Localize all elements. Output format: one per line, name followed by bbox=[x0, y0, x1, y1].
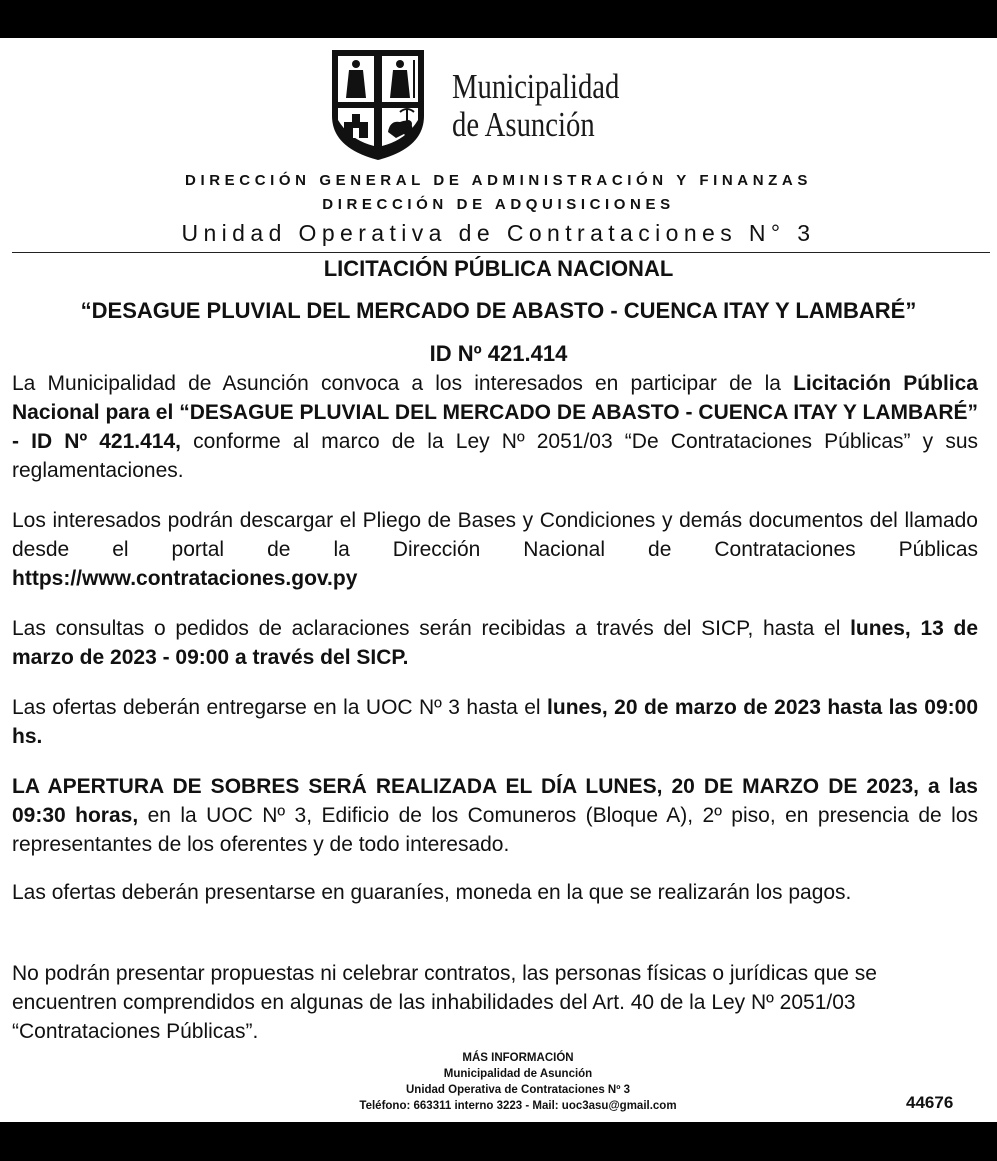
coat-of-arms-icon bbox=[330, 48, 426, 162]
p1-text-bold: Licitación Pública Nacional para el “DESAGUE PLUVIAL DEL MERCADO DE ABASTO - CUENCA ITAY Y LAMBARÉ” - ID Nº 421.414, bbox=[12, 372, 978, 453]
footer-line-2: Unidad Operativa de Contrataciones Nº 3 bbox=[405, 1084, 631, 1096]
brand-line-1: Municipalidad bbox=[452, 67, 620, 106]
publication-code: 44676 bbox=[906, 1093, 954, 1112]
bottom-border-bar bbox=[0, 1122, 997, 1161]
p1-text-c: conforme al marco de la Ley Nº 2051/03 “De Contrataciones Públicas” y sus reglamentaciones. bbox=[12, 430, 979, 482]
footer-contact: Teléfono: 663311 interno 3223 - Mail: uoc3asu@gmail.com bbox=[359, 1100, 677, 1112]
header-divider bbox=[12, 252, 990, 253]
direccion-adquisiciones: DIRECCIÓN DE ADQUISICIONES bbox=[322, 196, 675, 213]
tender-id: ID Nº 421.414 bbox=[429, 341, 568, 366]
paragraph-opening bbox=[12, 772, 978, 859]
paragraph-convocation bbox=[12, 369, 978, 485]
p3-text-bold: lunes, 13 de marzo de 2023 - 09:00 a través del SICP. bbox=[12, 617, 979, 669]
p3-text-a: Las consultas o pedidos de aclaraciones serán recibidas a través del SICP, hasta el bbox=[12, 617, 851, 640]
top-border-bar bbox=[0, 0, 997, 38]
more-info-footer bbox=[318, 1050, 718, 1114]
brand-line-2: de Asunción bbox=[452, 105, 595, 144]
paragraph-currency: Las ofertas deberán presentarse en guaraníes, moneda en la que se realizarán los pagos. bbox=[12, 881, 852, 904]
notice-title: LICITACIÓN PÚBLICA NACIONAL bbox=[323, 256, 674, 281]
paragraph-documents bbox=[12, 506, 978, 593]
unidad-operativa: Unidad Operativa de Contrataciones N° 3 bbox=[181, 220, 816, 246]
p4-text-bold: lunes, 20 de marzo de 2023 hasta las 09:00 hs. bbox=[12, 696, 979, 748]
paragraph-restrictions: No podrán presentar propuestas ni celebrar contratos, las personas físicas o jurídicas que se encuentren comprendidos en algunas de las inhabilidades del Art. 40 de la Ley Nº 2051/03 “Contrataciones Públicas”. bbox=[12, 962, 877, 1043]
portal-link[interactable]: https://www.contrataciones.gov.py bbox=[12, 567, 358, 590]
p5-text-b: en la UOC Nº 3, Edificio de los Comuneros (Bloque A), 2º piso, en presencia de los representantes de los oferentes y de todo interesado. bbox=[12, 804, 978, 856]
p1-text-a: La Municipalidad de Asunción convoca a los interesados en participar de la bbox=[12, 372, 794, 395]
letterhead bbox=[0, 44, 997, 164]
paragraph-offers-delivery bbox=[12, 693, 978, 751]
direccion-general: DIRECCIÓN GENERAL DE ADMINISTRACIÓN Y FINANZAS bbox=[185, 172, 812, 189]
p4-text-a: Las ofertas deberán entregarse en la UOC Nº 3 hasta el bbox=[12, 696, 548, 719]
p2-text-a: Los interesados podrán descargar el Pliego de Bases y Condiciones y demás documentos del llamado desde el portal de la Dirección Nacional de Contrataciones Públicas bbox=[12, 509, 978, 561]
footer-line-1: Municipalidad de Asunción bbox=[443, 1068, 593, 1080]
brand-name bbox=[452, 68, 619, 144]
p5-text-bold: LA APERTURA DE SOBRES SERÁ REALIZADA EL DÍA LUNES, 20 DE MARZO DE 2023, a las 09:30 horas, bbox=[12, 775, 978, 827]
paragraph-queries bbox=[12, 614, 978, 672]
project-title: “DESAGUE PLUVIAL DEL MERCADO DE ABASTO - CUENCA ITAY Y LAMBARÉ” bbox=[80, 298, 917, 323]
footer-heading: MÁS INFORMACIÓN bbox=[462, 1052, 574, 1064]
